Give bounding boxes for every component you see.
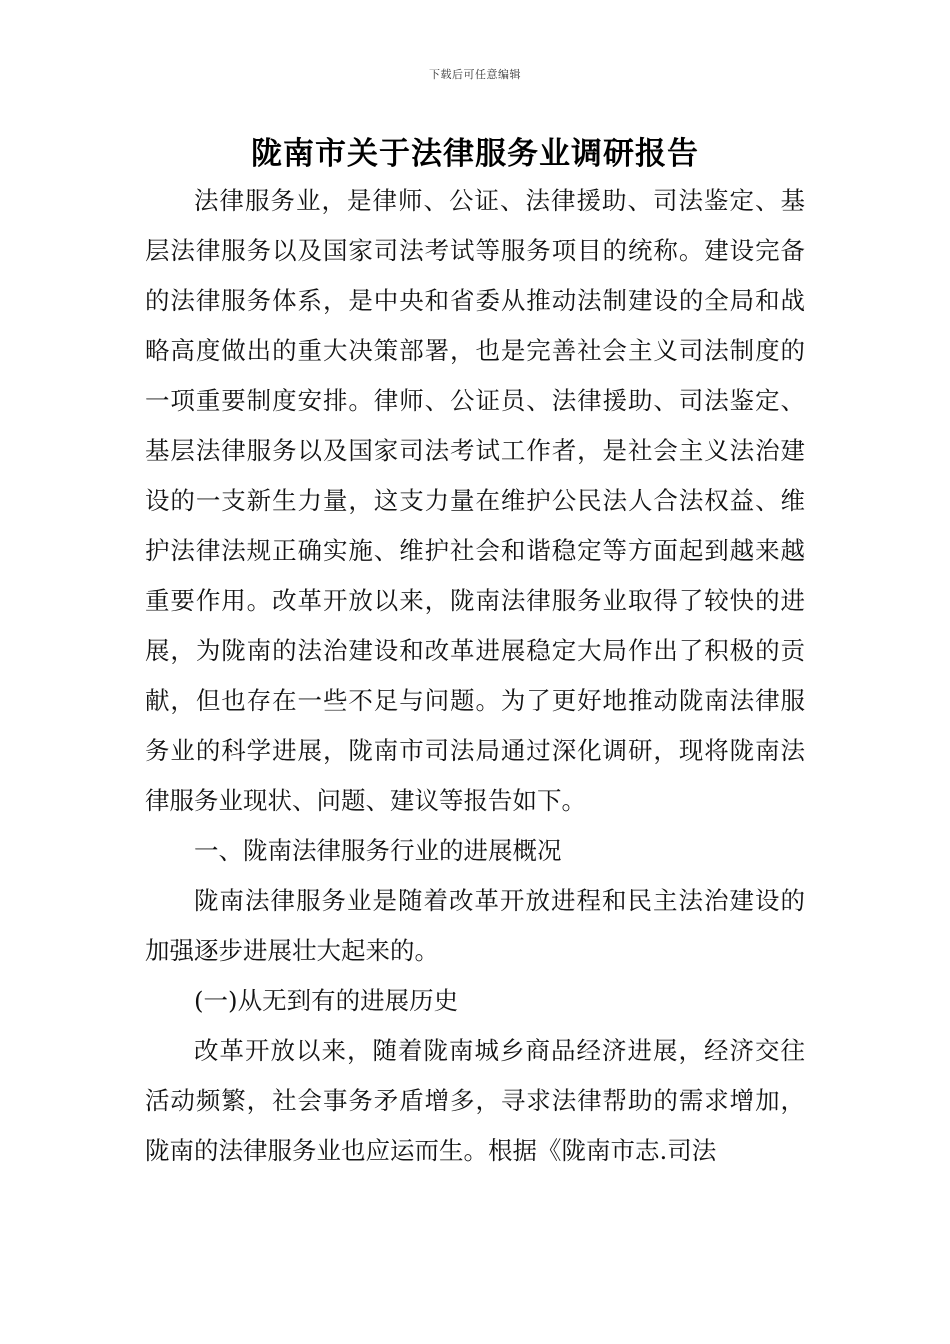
section-heading-1: 一、陇南法律服务行业的进展概况 (194, 836, 562, 865)
subsection-heading-1: (一)从无到有的进展历史 (194, 986, 459, 1015)
header-note: 下载后可任意编辑 (429, 68, 521, 81)
document-title: 陇南市关于法律服务业调研报告 (251, 136, 699, 172)
paragraph-intro: 法律服务业，是律师、公证、法律援助、司法鉴定、基层法律服务以及国家司法考试等服务项目的统称。建设完备的法律服务体系，是中央和省委从推动法制建设的全局和战略高度做出的重大决策部署，也是完善社会主义司法制度的一项重要制度安排。律师、公证员、法律援助、司法鉴定、基层法律服务以及国家司法考试工作者，是社会主义法治建设的一支新生力量，这支力量在维护公民法人合法权益、维护法律法规正确实施、维护社会和谐稳定等方面起到越来越重要作用。改革开放以来，陇南法律服务业取得了较快的进展，为陇南的法治建设和改革进展稳定大局作出了积极的贡献，但也存在一些不足与问题。为了更好地推动陇南法律服务业的科学进展，陇南市司法局通过深化调研，现将陇南法律服务业现状、问题、建议等报告如下。 (145, 186, 805, 815)
paragraph-history: 改革开放以来，随着陇南城乡商品经济进展，经济交往活动频繁，社会事务矛盾增多，寻求法律帮助的需求增加，陇南的法律服务业也应运而生。根据《陇南市志.司法 (145, 1036, 805, 1165)
paragraph-overview: 陇南法律服务业是随着改革开放进程和民主法治建设的加强逐步进展壮大起来的。 (145, 886, 805, 965)
document-body (145, 176, 805, 1176)
